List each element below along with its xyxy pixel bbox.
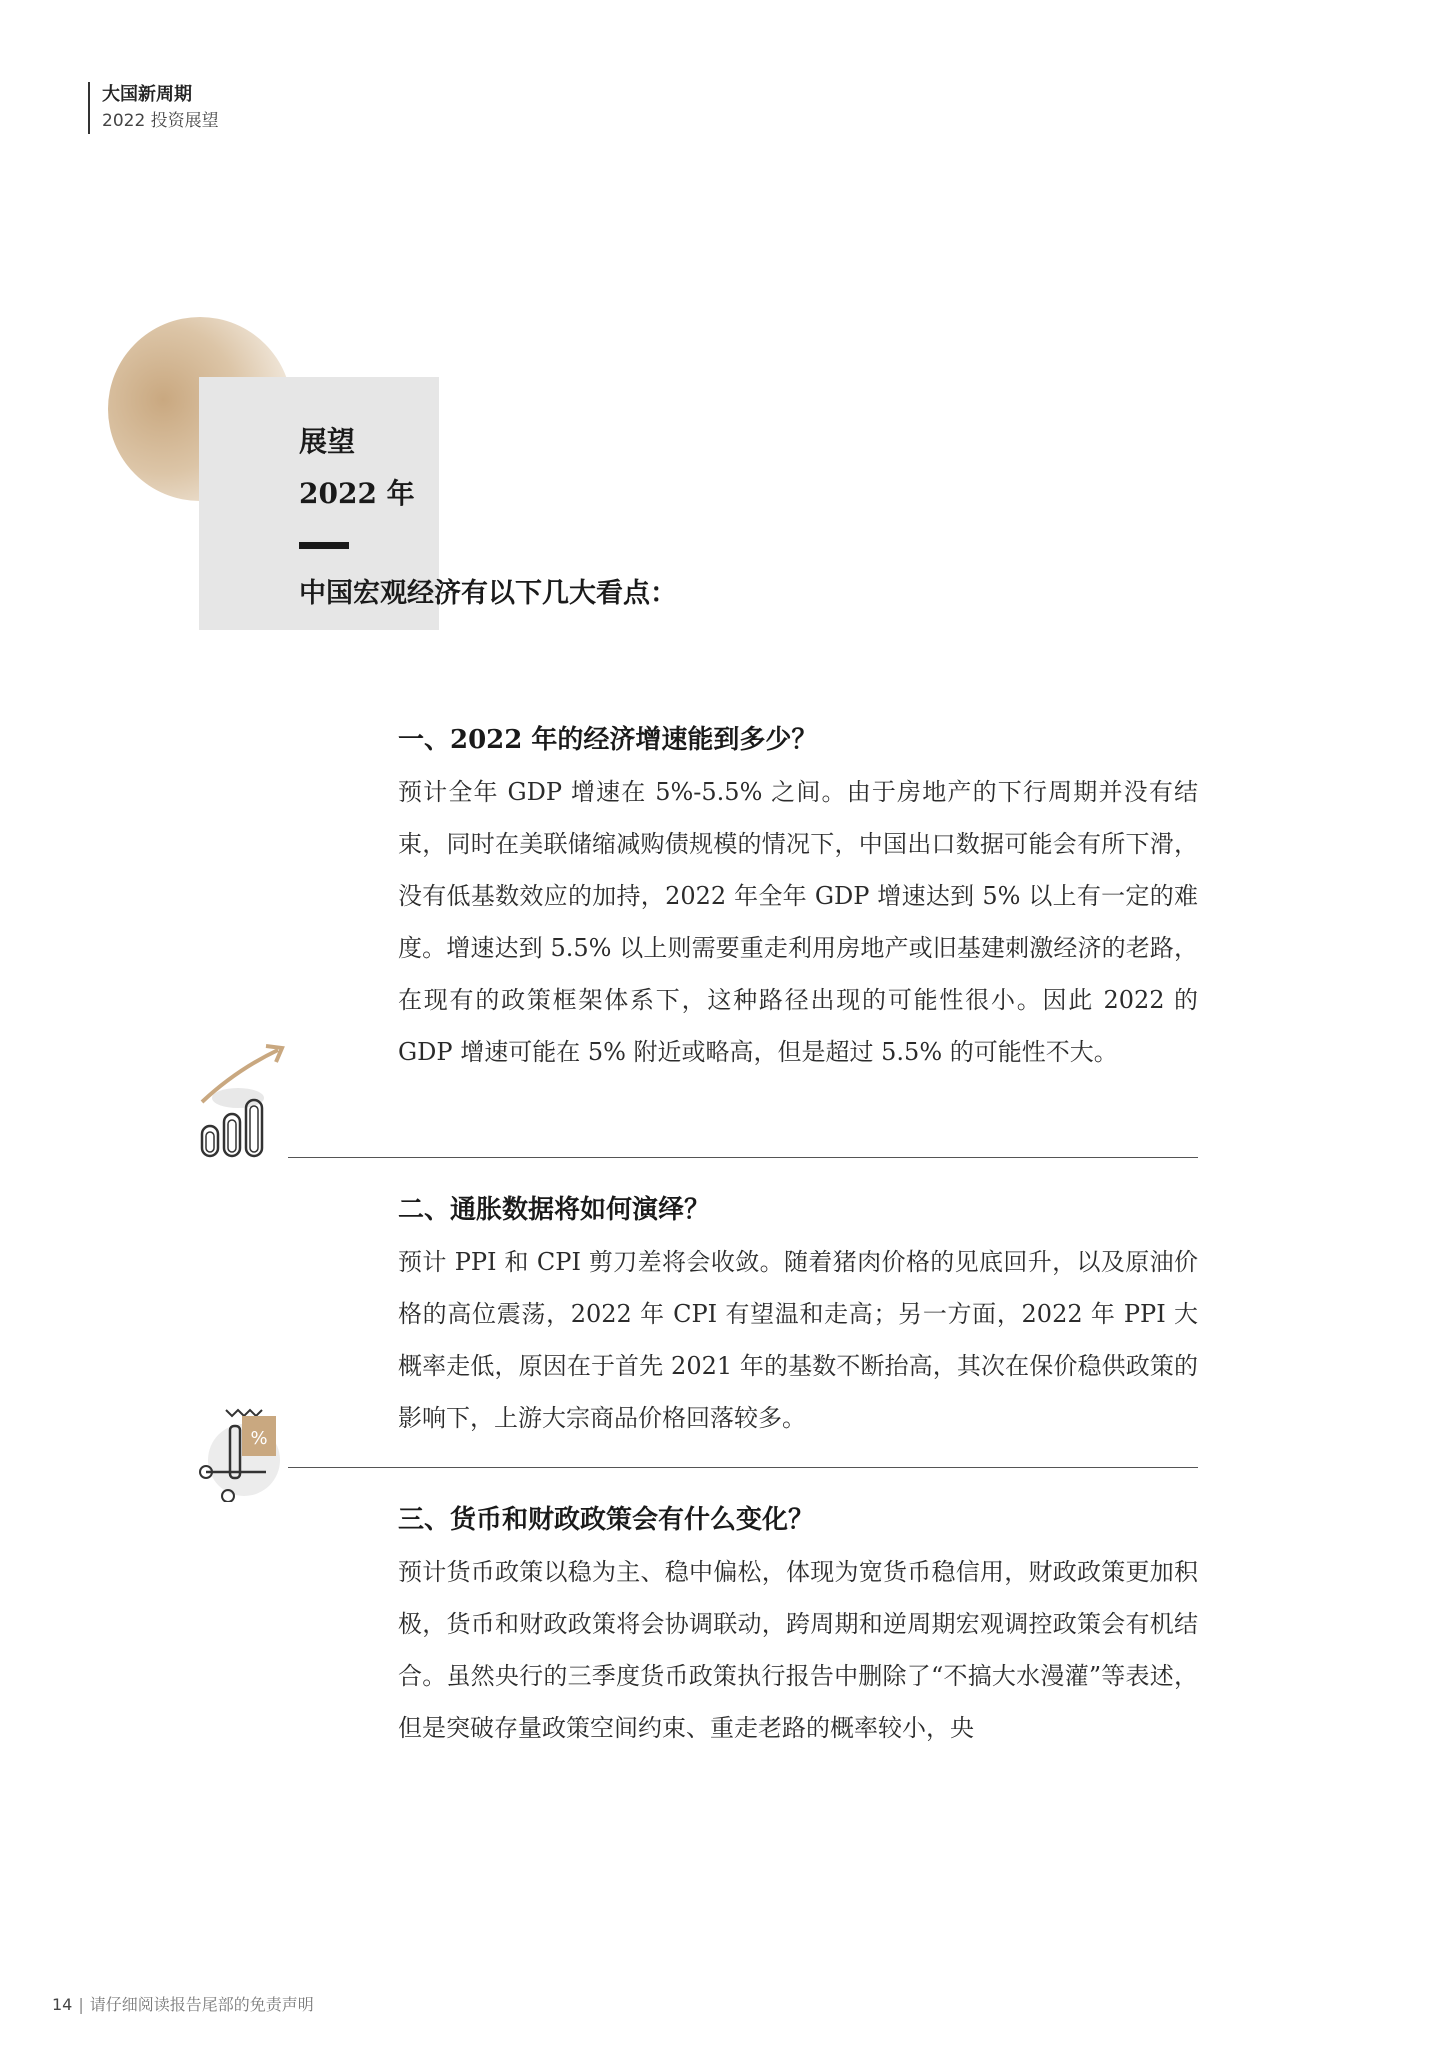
section-growth-title: 一、2022 年的经济增速能到多少？ (398, 725, 818, 755)
outlook-line-2: 2022 年 (299, 477, 415, 510)
section-policy (398, 1500, 1198, 1754)
disclaimer-notice: 请仔细阅读报告尾部的免责声明 (89, 1995, 314, 2014)
outlook-divider-bar (299, 542, 349, 549)
section-divider-2 (288, 1467, 1198, 1468)
section-inflation-title: 二、通胀数据将如何演绎？ (398, 1195, 711, 1225)
running-header (88, 82, 219, 134)
page-number: 14 (52, 1995, 73, 2014)
outlook-heading (299, 416, 677, 610)
section-policy-title: 三、货币和财政政策会有什么变化？ (398, 1505, 815, 1535)
growth-chart-icon (196, 1040, 292, 1160)
header-brand: 大国新周期 (102, 84, 192, 105)
percent-receipt-icon (196, 1402, 296, 1502)
section-inflation-body: 预计 PPI 和 CPI 剪刀差将会收敛。随着猪肉价格的见底回升，以及原油价格的高位震荡，2022 年 CPI 有望温和走高；另一方面，2022 年 PPI 大概率走低，原因在于首先 2021 年的基数不断抬高，其次在保价稳供政策的影响下，上游大宗商品价格回落较多。 (398, 1248, 1198, 1432)
section-policy-body: 预计货币政策以稳为主、稳中偏松，体现为宽货币稳信用，财政政策更加积极，货币和财政政策将会协调联动，跨周期和逆周期宏观调控政策会有机结合。虽然央行的三季度货币政策执行报告中删除了“不搞大水漫灌”等表述，但是突破存量政策空间约束、重走老路的概率较小，央 (398, 1558, 1198, 1742)
section-divider-1 (288, 1157, 1198, 1158)
page-footer: 14 | 请仔细阅读报告尾部的免责声明 (52, 1995, 314, 2014)
section-growth-body: 预计全年 GDP 增速在 5%-5.5% 之间。由于房地产的下行周期并没有结束，同时在美联储缩减购债规模的情况下，中国出口数据可能会有所下滑，没有低基数效应的加持，2022 年全年 GDP 增速达到 5% 以上有一定的难度。增速达到 5.5% 以上则需要重走利用房地产或旧基建刺激经济的老路，在现有的政策框架体系下，这种路径出现的可能性很小。因此 2022 的 GDP 增速可能在 5% 附近或略高，但是超过 5.5% 的可能性不大。 (398, 778, 1198, 1066)
section-inflation (398, 1190, 1198, 1444)
outlook-line-3: 中国宏观经济有以下几大看点： (299, 578, 677, 609)
outlook-line-1: 展望 (299, 425, 356, 458)
section-growth (398, 720, 1198, 1078)
svg-text:%: % (250, 1428, 268, 1449)
header-subtitle: 2022 投资展望 (102, 111, 219, 131)
